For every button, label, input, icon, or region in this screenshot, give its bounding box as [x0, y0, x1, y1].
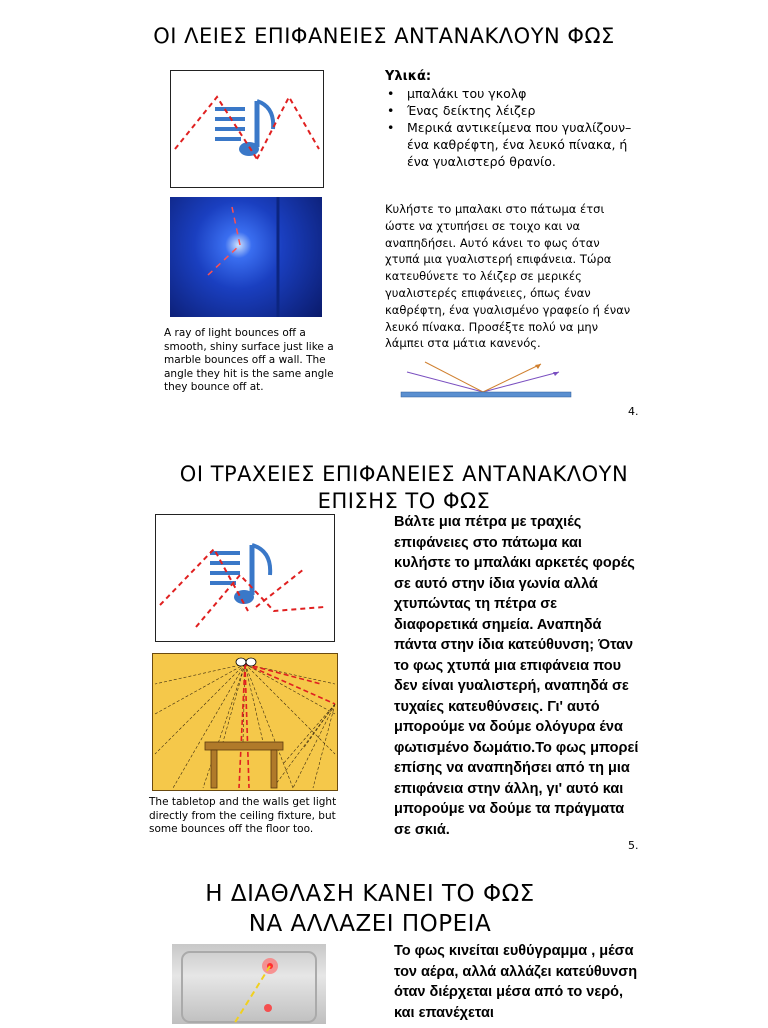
laser-photo [170, 197, 322, 317]
page5-body: Βάλτε μια πέτρα με τραχιές επιφάνειες στο πάτωμα και κυλήστε το μπαλάκι αρκετές φορές σε αυτό στην ίδια γωνία αλλά χτυπώντας τη πέτρα σε διαφορετικά σημεία. Αναπηδά πάντα στην ίδια κατεύθυνση; Όταν το φως χτυπά μια επιφάνεια που δεν είναι γυαλιστερή, αναπηδά σε τυχαίες κατευθύνσεις. Γι' αυτό μπορούμε να δούμε ολόγυρα ένα φωτισμένο δωμάτιο.Το φως μπορεί επίσης να αναπηδήσει από τη μια επιφάνεια στην άλλη, γι' αυτό και μπορούμε να δούμε τα πράγματα σε σκιά. [394, 514, 639, 838]
materials-section [385, 68, 640, 170]
page4-instructions: Κυλήστε το μπαλακι στο πάτωμα έτσι ώστε να χτυπήσει σε τοιχο και να αναπηδήσει. Αυτό κάνει το φως όταν χτυπά μια γυαλιστερή επιφάνεια. Τώρα κατευθύνετε το λέιζερ σε μερικές γυαλιστερές επιφάνειες, όπως έναν καθρέφτη, ένα γυαλισμένο γραφείο ή έναν λευκό πίνακα. Προσέξτε πολύ να μην λάμπει στα μάτια κανενός. [385, 202, 631, 351]
page-number-5: 5. [628, 839, 639, 852]
page5-title-line2: ΕΠΙΣΗΣ ΤΟ ΦΩΣ [317, 489, 491, 513]
page5-caption: The tabletop and the walls get light directly from the ceiling fixture, but some bounces off the floor too. [149, 796, 337, 835]
list-item: • μπαλάκι του γκολφ [385, 85, 640, 102]
music-note-icon [215, 101, 273, 156]
list-item: • Ένας δείκτης λέιζερ [385, 102, 640, 119]
rough-reflection-diagram [155, 514, 335, 642]
room-illustration [152, 653, 338, 791]
page4-caption: A ray of light bounces off a smooth, shiny surface just like a marble bounces off a wall. The angle they hit is the same angle they bounce off at. [164, 327, 334, 393]
reflection-angle-diagram [395, 360, 575, 400]
page6-body: Το φως κινείται ευθύγραμμα , μέσα τον αέρα, αλλά αλλάζει κατεύθυνση όταν διέρχεται μέσα από το νερό, και επανέχεται [394, 943, 638, 1021]
page6-title-line2: ΝΑ ΑΛΛΑΖΕΙ ΠΟΡΕΙΑ [248, 911, 492, 937]
page6-title-line1: Η ΔΙΑΘΛΑΣΗ ΚΑΝΕΙ ΤΟ ΦΩΣ [205, 881, 535, 907]
materials-heading: Υλικά: [385, 69, 432, 84]
smooth-reflection-diagram [170, 70, 324, 188]
refraction-photo [172, 944, 326, 1024]
materials-list [385, 85, 640, 170]
page4-title: ΟΙ ΛΕΙΕΣ ΕΠΙΦΑΝΕΙΕΣ ΑΝΤΑΝΑΚΛΟΥΝ ΦΩΣ [153, 24, 615, 48]
page-number-4: 4. [628, 405, 639, 418]
list-item: • Μερικά αντικείμενα που γυαλίζουν– ένα καθρέφτη, ένα λευκό πίνακα, ή ένα γυαλιστερό θρανίο. [385, 119, 640, 170]
page5-title-line1: ΟΙ ΤΡΑΧΕΙΕΣ ΕΠΙΦΑΝΕΙΕΣ ΑΝΤΑΝΑΚΛΟΥΝ [179, 462, 629, 486]
